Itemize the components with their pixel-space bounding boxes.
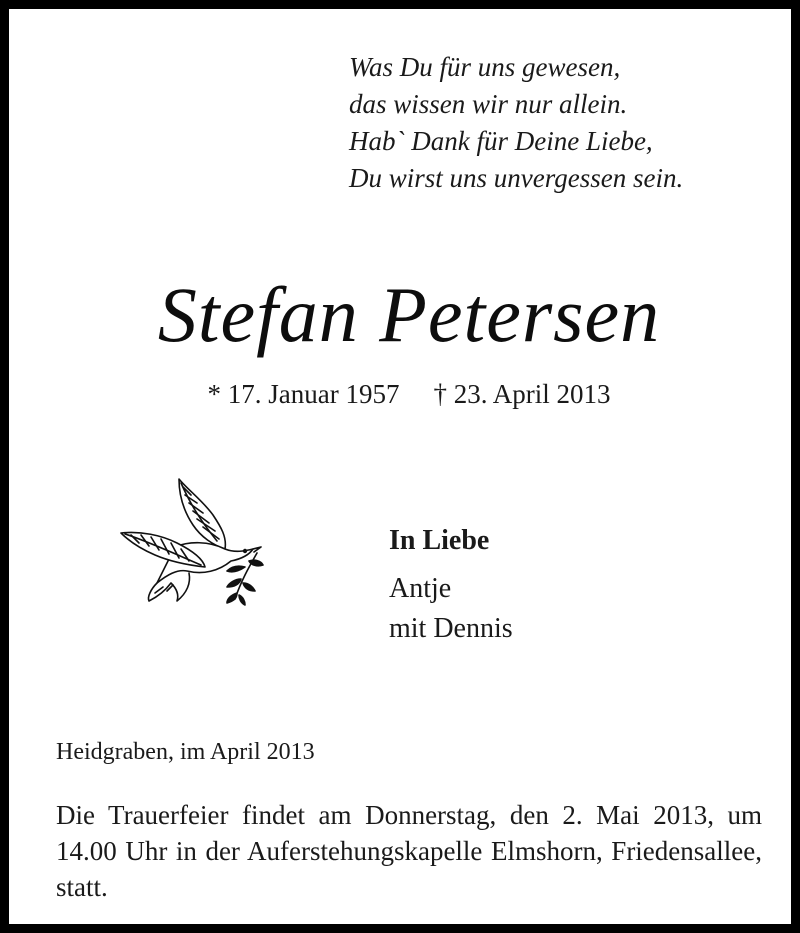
poem-line: Du wirst uns unvergessen sein.	[349, 163, 684, 193]
birth-date: * 17. Januar 1957	[207, 379, 400, 409]
mourners-block	[389, 521, 513, 649]
life-dates	[9, 376, 800, 412]
mourner-name: Antje	[389, 573, 452, 604]
mourners-heading: In Liebe	[389, 525, 490, 556]
dove-with-olive-branch-icon	[117, 471, 267, 611]
death-date: † 23. April 2013	[433, 379, 611, 409]
funeral-service-info: Die Trauerfeier findet am Donnerstag, den 2. Mai 2013, um 14.00 Uhr in der Auferstehungskapelle Elmshorn, Friedensallee, statt.	[56, 800, 762, 902]
poem-line: Was Du für uns gewesen,	[349, 52, 621, 82]
mourner-name: mit Dennis	[389, 613, 513, 644]
deceased-name: Stefan Petersen	[157, 271, 661, 358]
place-and-date: Heidgraben, im April 2013	[56, 739, 315, 765]
mourners-names	[389, 569, 513, 649]
poem-line: Hab` Dank für Deine Liebe,	[349, 126, 653, 156]
poem-line: das wissen wir nur allein.	[349, 89, 628, 119]
memorial-poem	[349, 49, 683, 197]
